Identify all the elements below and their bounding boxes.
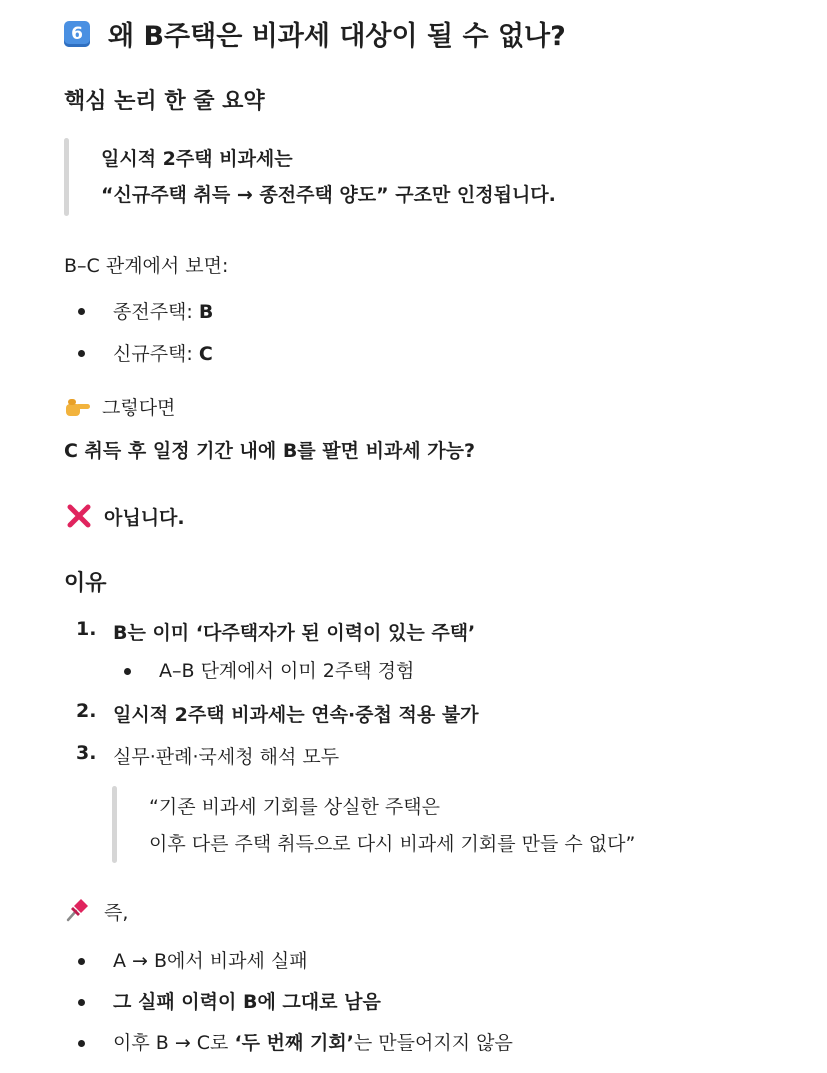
list-number: 3. bbox=[76, 742, 97, 764]
conclusion-item3-pre: 이후 B → C로 bbox=[113, 1032, 235, 1054]
pointing-hand-icon bbox=[64, 396, 92, 418]
reason-item: B는 이미 ‘다주택자가 된 이력이 있는 주택’ bbox=[113, 622, 476, 644]
conclusion-item: A → B에서 비과세 실패 bbox=[113, 950, 308, 972]
relation-value: B bbox=[198, 301, 214, 323]
conclusion-item3-post: 는 만들어지지 않음 bbox=[353, 1032, 513, 1054]
answer-text: 아닙니다. bbox=[104, 507, 185, 529]
relation-label: 신규주택: bbox=[113, 343, 199, 365]
bullet bbox=[78, 999, 85, 1006]
question-lead bbox=[64, 393, 175, 420]
question-lead-text: 그렇다면 bbox=[102, 397, 176, 419]
list-item bbox=[113, 339, 213, 366]
quote-bar bbox=[112, 786, 117, 863]
summary-heading: 핵심 논리 한 줄 요약 bbox=[64, 89, 265, 114]
list-item bbox=[113, 297, 213, 324]
reasons-heading: 이유 bbox=[64, 571, 107, 596]
reason-item: 일시적 2주택 비과세는 연속·중첩 적용 불가 bbox=[113, 704, 479, 726]
pushpin-icon bbox=[64, 897, 90, 923]
conclusion-item: 그 실패 이력이 B에 그대로 남음 bbox=[113, 991, 381, 1013]
reason-quote-line1: “기존 비과세 기회를 상실한 주택은 bbox=[149, 796, 440, 818]
bullet bbox=[78, 1040, 85, 1047]
bullet bbox=[78, 350, 85, 357]
bullet bbox=[78, 958, 85, 965]
relation-label: 종전주택: bbox=[113, 301, 199, 323]
number-6-badge-icon: 6 bbox=[64, 21, 90, 47]
section-title bbox=[64, 14, 566, 53]
bullet bbox=[124, 668, 131, 675]
list-number: 2. bbox=[76, 700, 97, 722]
list-number: 1. bbox=[76, 618, 97, 640]
quote-bar bbox=[64, 138, 69, 216]
bullet bbox=[78, 308, 85, 315]
cross-mark-icon bbox=[66, 503, 92, 529]
summary-quote-line2: “신규주택 취득 → 종전주택 양도” 구조만 인정됩니다. bbox=[101, 184, 556, 206]
conclusion-item3-bold: ‘두 번째 기회’ bbox=[234, 1032, 354, 1054]
section-title-text: 왜 B주택은 비과세 대상이 될 수 없나? bbox=[108, 21, 566, 52]
conclusion-lead: 즉, bbox=[104, 902, 129, 924]
conclusion-item bbox=[113, 1028, 513, 1055]
summary-quote-line1: 일시적 2주택 비과세는 bbox=[101, 148, 293, 170]
reason-quote-line2: 이후 다른 주택 취득으로 다시 비과세 기회를 만들 수 없다” bbox=[149, 833, 636, 855]
reason-sub-item: A–B 단계에서 이미 2주택 경험 bbox=[159, 660, 415, 682]
reason-item: 실무·판례·국세청 해석 모두 bbox=[113, 746, 340, 768]
relation-intro: B–C 관계에서 보면: bbox=[64, 255, 229, 277]
relation-value: C bbox=[198, 343, 213, 365]
question-text: C 취득 후 일정 기간 내에 B를 팔면 비과세 가능? bbox=[64, 440, 475, 462]
